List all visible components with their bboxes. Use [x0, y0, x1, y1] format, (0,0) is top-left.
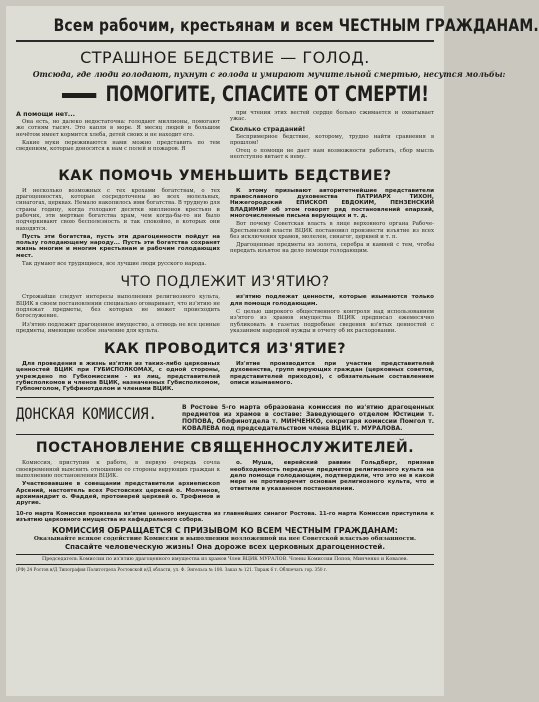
divider — [16, 564, 434, 565]
paragraph: Строжайше следует интересы выполнения религиозного культа, ВЦИК в своем постановлении специально оговаривает, что из'ятию не подлежат предметы, без которых не может происходить богослужение. — [16, 294, 220, 320]
paragraph: Какие муки переживаются нами можно представить по тем сведениям, которые доносятся к нам с полей и пожаров. Я — [16, 139, 220, 153]
section-title-clergy: ПОСТАНОВЛЕНИЕ СВЯЩЕННОСЛУЖИТЕЛЕЙ. — [35, 440, 415, 457]
section-title-help: КАК ПОМОЧЬ УМЕНЬШИТЬ БЕДСТВИЕ? — [58, 167, 392, 184]
paragraph: при чтении этих вестей сердце больно сжимается и охватывает ужас. — [230, 110, 434, 123]
paragraph: Пусть эти богатства, пусть эти драгоценности пойдут на пользу голодающему народу... Пусть эти богатства сохранят жизнь многим и многим крестьянам и рабочим голодающих мест. — [16, 233, 220, 259]
slogan-dash — [62, 93, 96, 98]
help-right — [230, 188, 434, 270]
divider — [16, 40, 434, 42]
paragraph: И несколько возможных с тех крохами богатствам, о тех драгоценностях, которые сосредоточены во всех молельных, синагогах, церквах. Немало накопилось ими богатства. В трудную для страны годину, когда голодают десятки миллионов крестьян и рабочих, эти мертвые богатства храм, чем когда-бы-то ни было подчеркивают свою бесполезность и так спокойно, в которых они находятся. — [16, 187, 220, 232]
signature: Председатель Комиссии по из'ятию драгоценного имущества из храмов Член ВЦИК МУРАЛОВ. Члены Комиссии Попов, Минченко и Ковалев. — [42, 557, 408, 563]
paragraph: Драгоценные предметы из золота, серебра и камней с тем, чтобы передать изъятое на дело помощи голодающим. — [230, 242, 434, 255]
intro-columns — [16, 110, 434, 163]
appeal-final: Спасайте человеческую жизнь! Она дороже всех церковных драгоценностей. — [65, 543, 385, 552]
poster-header: Всем рабочим, крестьянам и всем ЧЕСТНЫМ ГРАЖДАНАМ. — [53, 16, 539, 36]
paragraph: из'ятию подлежат ценности, которые изымаются только для помощи голодающим. — [230, 294, 434, 307]
paragraph: Так думают все трудящиеся, все лучшие люди русского народа. — [22, 261, 207, 268]
paragraph: 10-го марта Комиссия произвела из'ятие ценного имущества из главнейших синагог Ростова. 11-го марта Комиссия приступила к изъятию церковного имущества из кафедрального собора. — [16, 510, 434, 523]
clergy-left — [16, 460, 220, 508]
commission-banner — [16, 404, 434, 433]
divider — [16, 434, 434, 435]
section-title-procedure: КАК ПРОВОДИТСЯ ИЗ'ЯТИЕ? — [104, 341, 346, 358]
procedure-columns — [16, 361, 434, 394]
help-columns — [16, 188, 434, 270]
appeal-heading: КОМИССИЯ ОБРАЩАЕТСЯ С ПРИЗЫВОМ КО ВСЕМ ЧЕСТНЫМ ГРАЖДАНАМ: — [52, 526, 398, 536]
commission-text: В Ростове 5-го марта образована комиссия по из'ятию драгоценных предметов из храмов в составе: Заведующего отделом Юстиции т. ПОПОВА, Облфинотдела т. МИНЧЕНКО, секретаря комиссии Помгол т. КОВАЛЕВА под председательством члена ВЦИК т. МУРАЛОВА. — [182, 403, 434, 433]
procedure-left — [16, 361, 220, 394]
poster — [6, 6, 539, 696]
divider — [16, 397, 434, 398]
clergy-columns — [16, 460, 434, 508]
commission-title: ДОНСКАЯ КОМИССИЯ. — [16, 403, 157, 423]
paragraph: Отец о помощи не дает нам возможности работать, сбор мысль неотступно витает к нему. — [230, 148, 434, 161]
subject-left — [16, 294, 220, 336]
paragraph: Из'ятие производится при участии представителей духовенства, групп верующих граждан (церковных советов, представителей приходов), с обязательным составлением описи изымаемого. — [230, 361, 434, 387]
paragraph: Из'ятию подлежит драгоценное имущество, а отнюдь не все ценные предметы, имеющие особое значение для культа. — [16, 321, 220, 334]
print-footer: (РФ) 24 Ростов н/Д Типография Политотдела Ростовской н/Д области, ул. Ф. Энгельса № 108. Заказ № 121. Тираж 6 т. Облпечать гор. 350 г. — [16, 567, 328, 573]
subject-right — [230, 294, 434, 336]
paragraph: о. Муша, еврейский раввин Гольдберг, признав необходимость передачи предметов религиозного культа на дело помощи голодающим, подтвердили, что это не в какой мере не противоречит основам религиозного культа, что и ответили в указанном постановлении. — [230, 460, 434, 492]
intro-right — [230, 110, 434, 163]
poster-title: СТРАШНОЕ БЕДСТВИЕ — ГОЛОД. — [80, 48, 370, 67]
subject-columns — [16, 294, 434, 336]
paragraph: Вот почему Советская власть в лице верховного органа Рабоче-Крестьянской власти ВЦИК постановил произвести изъятие из всех без исключения храмов, молелен, синагог, церквей и т. п. — [230, 221, 434, 240]
poster-subtitle: Отсюда, где люди голодают, пухнут с голода и умирают мучительной смертью, несутся мольбы: — [32, 70, 506, 80]
appeal-line: Оказывайте всякое содействие Комиссии в выполнении возложенной на нее Советской властью обязанности. — [33, 536, 417, 543]
intro-lead: А помощи нет... — [16, 110, 76, 118]
clergy-right — [230, 460, 434, 508]
intro-left — [16, 110, 220, 163]
paragraph: Она есть, но далеко недостаточна: голодают миллионы, помогают же сотням тысяч. Это капля в море. Я месяц людей в большом нечётом имеет кормится хлеба, детей своих и не находит его. — [16, 119, 220, 138]
procedure-right — [230, 361, 434, 394]
slogan — [62, 82, 429, 106]
slogan-text: ПОМОГИТЕ, СПАСИТЕ ОТ СМЕРТИ! — [105, 82, 429, 106]
paragraph: К этому призывают авторитетнейшие представители православного духовенства ПАТРИАРХ ТИХОН, Нижегородский ЕПИСКОП ЕВДОКИМ, ПЕНЗЕНСКИЙ ВЛАДИМИР об этом говорят ряд постановлений епархий, многочисленные письма верующих и т. д. — [230, 187, 434, 219]
paragraph: Комиссия, приступив к работе, в первую очередь сочла своевременной выяснить отношение со стороны верующих граждан к выполнению постановления ВЦИК. — [16, 460, 220, 480]
intro-right-lead: Сколько страданий! — [230, 124, 306, 133]
paragraph: С целью широкого общественного контроля над использованием из'ятого из храмов имущества ВЦИК предписал ежемесячно публиковать в газетах подробные сведения из'ятых ценностей с указанием народной нужды и отчету об их расходовании. — [230, 308, 434, 334]
paragraph: Беспримерное бедствие, которому, трудно найти сравнения в прошлом! — [230, 133, 434, 146]
paragraph: Для проведения в жизнь из'ятия из таких-либо церковных ценностей ВЦИК при ГУБИСПОЛКОМАХ, с одной стороны, учреждено по Губкомиссиям - из лиц, представителей губисполкомов и членов ВЦИК, назначенных Губисполкомом, Губпомголом, Губфинотделом и членами ВЦИК. — [16, 361, 220, 393]
section-title-subject: ЧТО ПОДЛЕЖИТ ИЗ'ЯТИЮ? — [120, 274, 330, 291]
divider — [16, 554, 434, 555]
help-left — [16, 188, 220, 270]
paragraph: Участвовавшие в совещании представители архиепископ Арсений, настоятель всех Ростовских церквей о. Молчанов, архимандрит о. Фаддей, протоиерей церквей о. Трофимов и другие. — [16, 481, 220, 507]
